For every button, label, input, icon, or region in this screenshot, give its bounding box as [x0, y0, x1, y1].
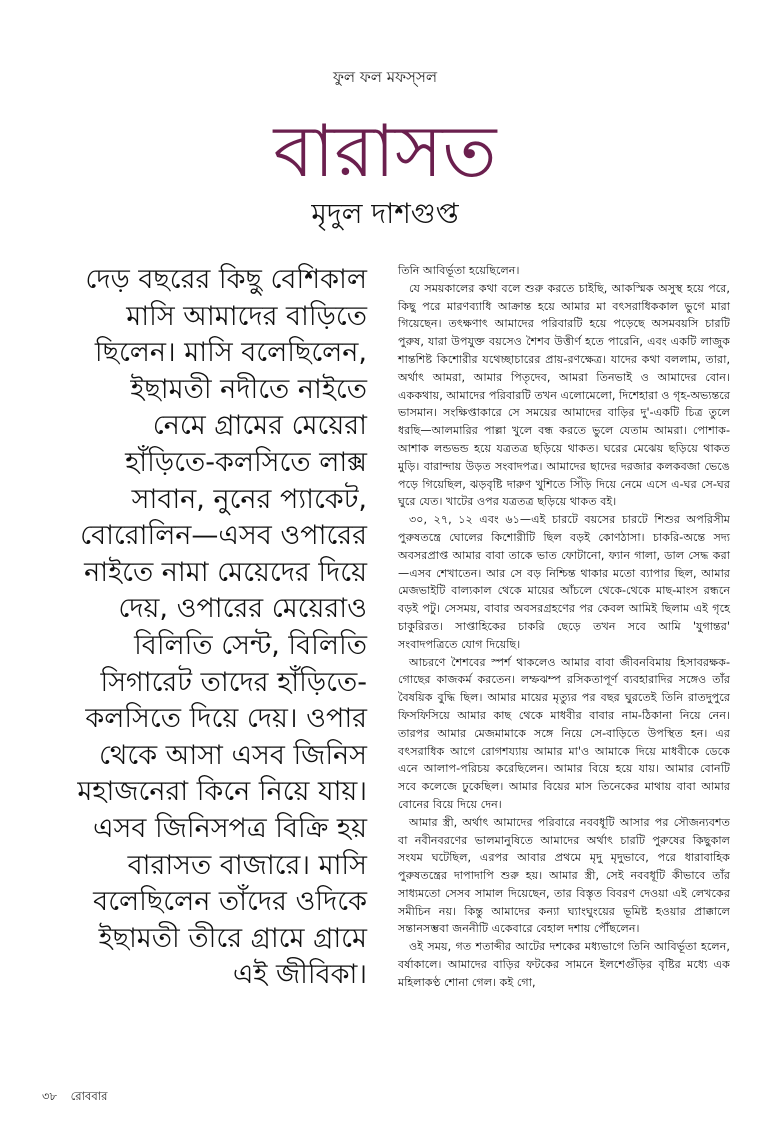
pull-quote-line: দেড় বছরের কিছু বেশিকাল: [85, 264, 367, 295]
body-paragraph: ৩০, ২৭, ১২ এবং ৬১—এই চারটে বয়সের চারটে শিশুর অপরিসীম পুরুষতন্ত্রে ঘোলের কিশোরীটি ছিল বড়ই কোণঠাসা। চাকরি-অন্তে সদ্য অবসরপ্রাপ্ত আমার বাবা তাকে ভাত ফোটানো, ফ্যান গালা, ডাল সেদ্ধ করা—এসব শেখাতেন। আর সে বড় নিশ্চিন্ত থাকার মতো ব্যাপার ছিল, আমার মেজভাইটি বাল্যকাল থেকে মায়ের আঁচলে থেকে-থেকে মাছ-মাংস রন্ধনে বড়ই পটু। সেসময়, বাবার অবসরগ্রহণের পর কেবল আমিই ছিলাম এই গৃহে চাকুরিরত। সাপ্তাহিকের চাকরি ছেড়ে তখন সবে আমি 'যুগান্তর' সংবাদপত্রিতে যোগ দিয়েছি।: [398, 513, 730, 651]
pull-quote-line: এই জীবিকা।: [232, 959, 367, 991]
body-paragraph: তিনি আবির্ভূতা হয়েছিলেন।: [398, 264, 520, 277]
page-footer: [42, 1088, 117, 1107]
pull-quote-line: নেমে গ্রামের মেয়েরা: [152, 410, 367, 442]
pull-quote-line: বলেছিলেন তাঁদের ওদিকে: [93, 886, 367, 918]
pull-quote-line: হাঁড়িতে-কলসিতে লাক্স: [125, 446, 367, 478]
pull-quote-line: ইছামতী তীরে গ্রামে গ্রামে: [98, 922, 367, 954]
section-label: ফুল ফল মফস্‌সল: [332, 68, 438, 86]
pull-quote-line: ছিলেন। মাসি বলেছিলেন,: [94, 337, 367, 369]
pull-quote-line: থেকে আসা এসব জিনিস: [98, 739, 367, 771]
magazine-name: রোববার: [70, 1089, 108, 1103]
pull-quote-line: বোরোলিন—এসব ওপারের: [80, 520, 367, 552]
pull-quote-line: মহাজনেরা কিনে নিয়ে যায়।: [77, 776, 367, 808]
pull-quote-line: কলসিতে দিয়ে দেয়। ওপার: [85, 703, 367, 735]
pull-quote: [72, 262, 367, 994]
pull-quote-line: বারাসত বাজারে। মাসি: [127, 849, 367, 881]
body-paragraph: যে সময়কালের কথা বলে শুরু করতে চাইছি, আকস্মিক অসুস্থ হয়ে পরে, কিছু পরে মারণব্যাধি আক্রান্ত হয়ে আমার মা বৎসরাধিককাল ভুগে মারা গিয়েছেন। তৎক্ষণাৎ আমাদের পরিবারটি হয়ে পড়েছে অসমবয়সি চারটি পুরুষ, যারা উপযুক্ত বয়সেও শৈশব উত্তীর্ণ হতে পারেনি, এবং একটি লাজুক শান্তশিষ্ট কিশোরীর যথেচ্ছাচারের প্রায়-রণক্ষেত্র। যাদের কথা বললাম, তারা, অর্থাৎ আমরা, আমার পিতৃদেব, আমরা তিনভাই ও আমাদের বোন। এককথায়, আমাদের পরিবারটি তখন এলোমেলো, দিশেহারা ও গৃহ-অভ্যন্তরে ভাসমান। সংক্ষিপ্তাকারে সে সময়ের আমাদের বাড়ির দু'-একটি চিত্র তুলে ধরছি—আলমারির পাল্লা খুলে বন্ধ করতে ভুলে যেতাম আমরা। পোশাক-আশাক লন্ডভন্ড হয়ে যত্রতত্র ছড়িয়ে থাকত। ঘরের মেঝেয় ছড়িয়ে থাকত মুড়ি। বারান্দায় উড়ত সংবাদপত্র। আমাদের ছাদের দরজার কলকবজা ভেঙে পড়ে গিয়েছিল, ঝড়বৃষ্টি দারুণ খুশিতে সিঁড়ি দিয়ে নেমে এসে এ-ঘর সে-ঘর ঘুরে যেত। খাটের ওপর যত্রতত্র ছড়িয়ে থাকত বই।: [398, 281, 730, 509]
page-number: ৩৮: [42, 1089, 57, 1103]
pull-quote-line: নাইতে নামা মেয়েদের দিয়ে: [84, 556, 367, 588]
body-paragraph: আচরণে শৈশবের স্পর্শ থাকলেও আমার বাবা জীবনবিমায় হিসাবরক্ষক-গোছের কাজকর্ম করতেন। লম্ফঝম্প রসিকতাপূর্ণ ব্যবহারাদির সঙ্গেও তাঁর বৈষয়িক বুদ্ধি ছিল। আমার মায়ের মৃত্যুর পর বছর ঘুরতেই তিনি রাতদুপুরে ফিসফিসিয়ে আমার কাছ থেকে মাধবীর বাবার নাম-ঠিকানা নিয়ে নেন। তারপর আমার মেজমামাকে সঙ্গে নিয়ে সে-বাড়িতে উপস্থিত হন। এর বৎসরাধিক আগে রোগশয্যায় আমার মা'ও আমাকে দিয়ে মাধবীকে ডেকে এনে আলাপ-পরিচয় করেছিলেন। আমার বিয়ে হয়ে যায়। আমার বোনটি সবে কলেজে ঢুকেছিল। আমার বিয়ের মাস তিনেকের মাথায় বাবা আমার বোনের বিয়ে দিয়ে দেন।: [398, 655, 730, 811]
pull-quote-line: বিলিতি সেন্ট, বিলিতি: [134, 629, 367, 661]
pull-quote-line: সিগারেট তাদের হাঁড়িতে-: [100, 666, 367, 698]
body-paragraph: ওই সময়, গত শতাব্দীর আটের দশকের মধ্যভাগে তিনি আবির্ভূতা হলেন, বর্ষাকালে। আমাদের বাড়ির ফটকের সামনে ইলশেগুঁড়ির বৃষ্টির মধ্যে এক মহিলাকণ্ঠ শোনা গেল। কই গো,: [398, 940, 730, 989]
article-title: বারাসত: [273, 109, 497, 193]
pull-quote-line: মাসি আমাদের বাড়িতে: [126, 300, 367, 332]
body-paragraph: আমার স্ত্রী, অর্থাৎ আমাদের পরিবারে নববধূটি আসার পর সৌজন্যবশত বা নবীনবরণের ভালমানুষিতে আমাদের অর্থাৎ চারটি পুরুষের কিছুকাল সংযম ঘটেছিল, এরপর আবার প্রথমে মৃদু মৃদুভাবে, পরে ধারাবাহিক পুরুষতন্ত্রের দাপাদাপি শুরু হয়। আমার স্ত্রী, সেই নববধূটি কীভাবে তাঁর সাধ্যমতো সেসব সামাল দিয়েছেন, তার বিস্তৃত বিবরণ দেওয়া এই লেখকের সমীচিন নয়। কিন্তু আমাদের কন্যা ঘ্যাংঘুংয়ের ভূমিষ্ট হওয়ার প্রাক্কালে সন্তানসম্ভবা জননীটি একেবারে বেহাল দশায় পৌঁছলেন।: [398, 815, 730, 936]
pull-quote-line: এসব জিনিসপত্র বিক্রি হয়: [92, 812, 367, 844]
pull-quote-line: দেয়, ওপারের মেয়েরাও: [118, 593, 367, 625]
pull-quote-line: ইছামতী নদীতে নাইতে: [130, 373, 367, 405]
body-column: [398, 262, 730, 992]
pull-quote-line: সাবান, নুনের প্যাকেট,: [131, 483, 367, 515]
author-byline: মৃদুল দাশগুপ্ত: [311, 197, 459, 230]
